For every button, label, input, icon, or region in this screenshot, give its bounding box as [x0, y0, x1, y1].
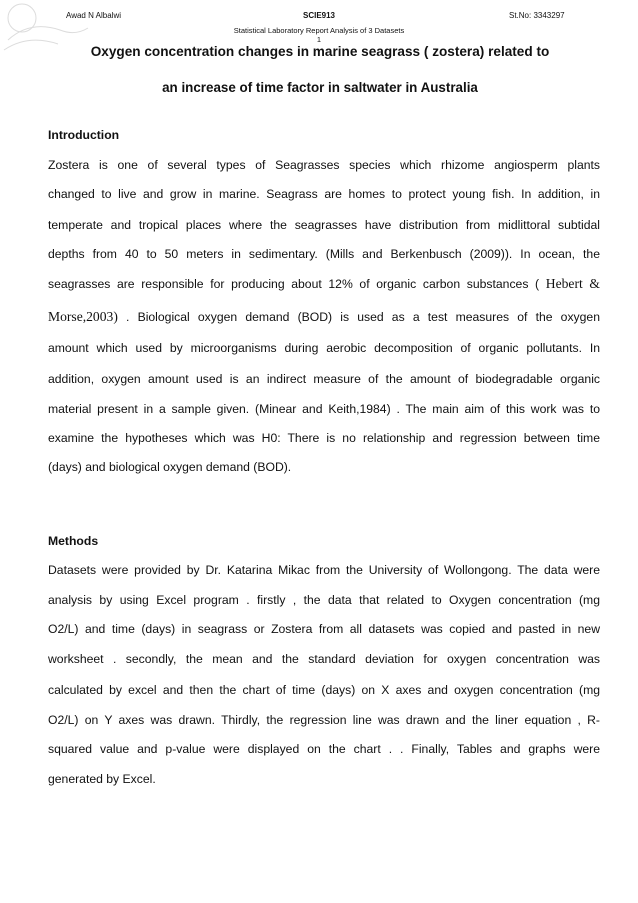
intro-line: amount which used by microorganisms during aerobic decomposition of organic pollutants. In [48, 341, 600, 355]
citation-morse: Morse,2003) [48, 309, 118, 324]
introduction-heading: Introduction [48, 128, 120, 142]
document-title-line-1: Oxygen concentration changes in marine seagrass ( zostera) related to [90, 44, 550, 59]
methods-heading: Methods [48, 534, 99, 548]
methods-line: O2/L) and time (days) in seagrass or Zostera from all datasets was copied and pasted in new [48, 622, 600, 636]
intro-line: temperate and tropical places where the seagrasses have distribution from midlittoral subtidal [48, 218, 600, 232]
methods-line: worksheet . secondly, the mean and the standard deviation for oxygen concentration was [48, 652, 600, 666]
methods-line: O2/L) on Y axes was drawn. Thirdly, the regression line was drawn and the liner equation , R- [48, 713, 600, 727]
methods-line: Datasets were provided by Dr. Katarina Mikac from the University of Wollongong. The data were [48, 563, 600, 577]
page-number: 1 [316, 35, 322, 44]
intro-line [48, 309, 600, 325]
document-title-line-2: an increase of time factor in saltwater in Australia [162, 80, 478, 95]
intro-line-text: . Biological oxygen demand (BOD) is used as a test measures of the oxygen [117, 310, 600, 324]
header-student-no: St.No: 3343297 [509, 11, 565, 20]
intro-line: (days) and biological oxygen demand (BOD). [48, 460, 292, 474]
intro-line: changed to live and grow in marine. Seagrass are homes to protect young fish. In addition, in [48, 187, 600, 201]
intro-line-text: seagrasses are responsible for producing about 12% of organic carbon substances ( [48, 277, 540, 291]
methods-line: calculated by excel and then the chart of time (days) on X axes and oxygen concentration (mg [48, 683, 600, 697]
header-author: Awad N Albalwi [66, 11, 121, 20]
header-subtitle: Statistical Laboratory Report Analysis of 3 Datasets [233, 26, 405, 35]
intro-line: depths from 40 to 50 meters in sedimentary. (Mills and Berkenbusch (2009)). In ocean, the [48, 247, 600, 261]
intro-line: addition, oxygen amount used is an indirect measure of the amount of biodegradable organic [48, 372, 600, 386]
intro-line: material present in a sample given. (Minear and Keith,1984) . The main aim of this work was to [48, 402, 600, 416]
intro-line: examine the hypotheses which was H0: There is no relationship and regression between time [48, 431, 600, 445]
intro-line: Zostera is one of several types of Seagrasses species which rhizome angiosperm plants [48, 158, 600, 172]
intro-line [48, 276, 600, 292]
citation-hebert: Hebert & [545, 276, 600, 291]
methods-line: squared value and p-value were displayed on the chart . . Finally, Tables and graphs were [48, 742, 600, 756]
header-course: SCIE913 [302, 11, 336, 20]
methods-line: analysis by using Excel program . firstly , the data that related to Oxygen concentration (mg [48, 593, 600, 607]
page-header [0, 8, 638, 48]
methods-line: generated by Excel. [48, 772, 156, 786]
